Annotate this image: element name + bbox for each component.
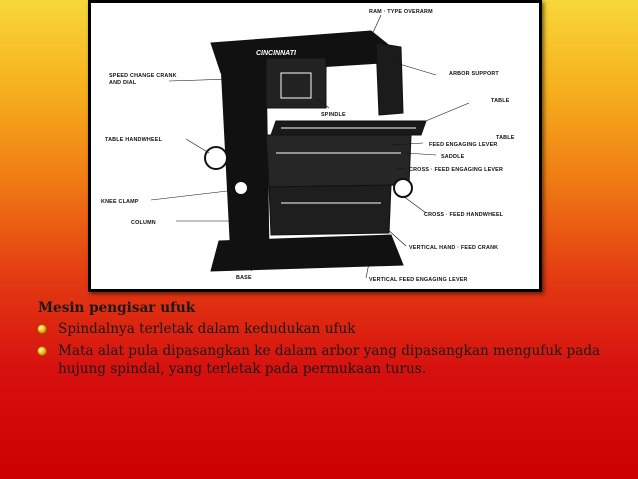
- label-cross-feed-lever: CROSS · FEED ENGAGING LEVER: [409, 167, 504, 173]
- label-table: TABLE: [491, 98, 510, 104]
- milling-machine-drawing: [91, 3, 539, 289]
- bullet-text: Mata alat pula dipasangkan ke dalam arbor yang dipasangkan mengufuk pada hujung spindal, yang terletak pada permukaan turus.: [58, 342, 601, 377]
- label-cross-feed-handwheel: CROSS · FEED HANDWHEEL: [424, 212, 504, 218]
- label-saddle: SADDLE: [441, 154, 465, 160]
- label-table-handwheel: TABLE HANDWHEEL: [105, 137, 163, 143]
- brand-name: CINCINNATI: [256, 50, 296, 57]
- label-table-feed: TABLE: [496, 135, 515, 141]
- label-speed-change-dial: AND DIAL: [109, 80, 137, 86]
- label-knee-clamp: KNEE CLAMP: [101, 199, 139, 205]
- label-ram: RAM · TYPE OVERARM: [369, 9, 433, 15]
- caption-heading: Mesin pengisar ufuk: [38, 300, 196, 316]
- bullet-icon: [38, 347, 46, 355]
- label-table-feed-lever: FEED ENGAGING LEVER: [429, 142, 498, 148]
- bullet-item: [38, 342, 618, 379]
- label-base: BASE: [236, 275, 252, 281]
- slide-caption: [38, 300, 618, 382]
- label-speed-change-crank: SPEED CHANGE CRANK: [109, 73, 177, 79]
- label-spindle: SPINDLE: [321, 112, 346, 118]
- label-vertical-hand-feed: VERTICAL HAND · FEED CRANK: [409, 245, 499, 251]
- label-arbor-support: ARBOR SUPPORT: [449, 71, 499, 77]
- bullet-icon: [38, 325, 46, 333]
- label-column: COLUMN: [131, 220, 156, 226]
- milling-machine-diagram: [88, 0, 542, 292]
- bullet-item: [38, 320, 618, 339]
- label-vertical-feed-lever: VERTICAL FEED ENGAGING LEVER: [369, 277, 468, 283]
- bullet-text: Spindalnya terletak dalam kedudukan ufuk: [58, 321, 356, 337]
